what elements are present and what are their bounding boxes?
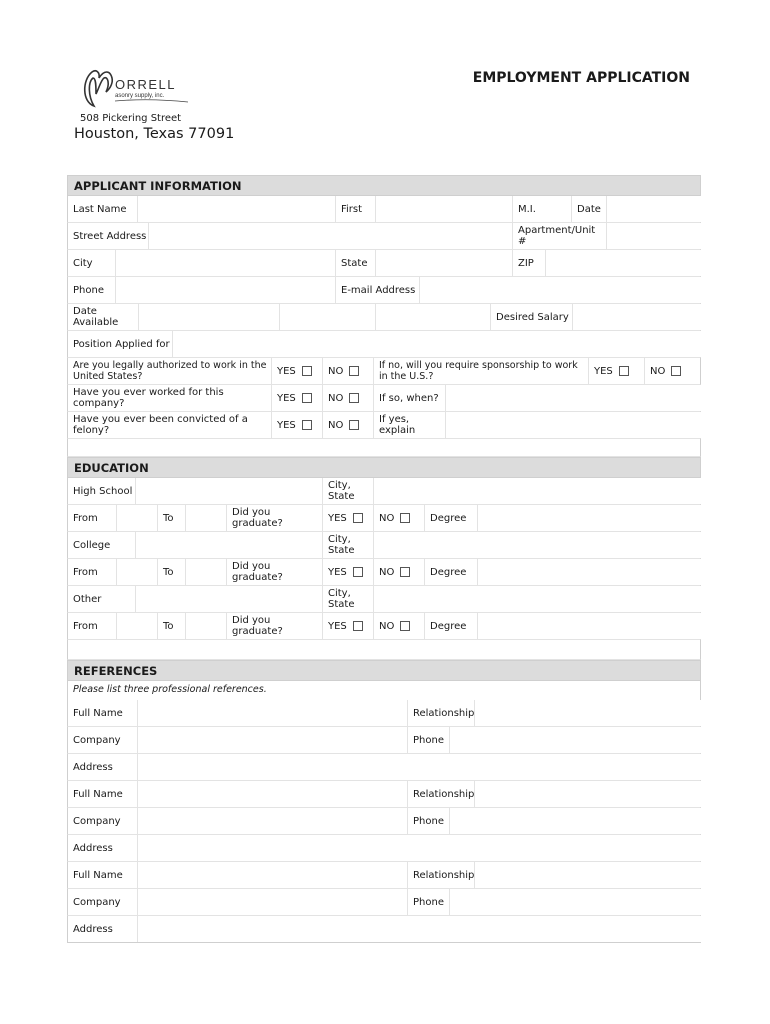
to-label: To — [157, 613, 185, 639]
date-field[interactable] — [606, 196, 701, 222]
explain-label: If yes, explain — [373, 412, 445, 438]
phone-label: Phone — [407, 727, 449, 753]
graduate-label: Did you graduate? — [226, 613, 322, 639]
high-school-label: High School — [73, 485, 133, 497]
form-row — [67, 916, 701, 943]
yes-label: YES — [277, 419, 296, 431]
ref1-full-name-field[interactable] — [137, 700, 407, 726]
references-note-row — [67, 681, 701, 700]
zip-field[interactable] — [545, 250, 701, 276]
worked-yes-option[interactable] — [271, 385, 322, 411]
company-label: Company — [73, 734, 121, 746]
relationship-label: Relationship — [407, 862, 474, 888]
no-label: NO — [379, 566, 395, 578]
degree-field[interactable] — [477, 613, 701, 639]
form-row — [67, 613, 701, 640]
yes-label: YES — [328, 512, 347, 524]
ref1-relationship-field[interactable] — [474, 700, 701, 726]
degree-field[interactable] — [477, 505, 701, 531]
desired-salary-field[interactable] — [572, 304, 701, 330]
graduate-no-checkbox[interactable] — [400, 513, 410, 523]
form-row — [67, 727, 701, 754]
graduate-yes-option[interactable] — [322, 613, 373, 639]
ref2-full-name-field[interactable] — [137, 781, 407, 807]
other-to-field[interactable] — [185, 613, 226, 639]
references-note: Please list three professional references. — [73, 684, 267, 695]
city-state-label: City, State — [322, 478, 373, 504]
from-label: From — [73, 566, 98, 578]
state-label: State — [335, 250, 375, 276]
no-label: NO — [328, 419, 344, 431]
phone-field[interactable] — [115, 277, 335, 303]
city-state-label: City, State — [322, 532, 373, 558]
felony-yes-option[interactable] — [271, 412, 322, 438]
form-row — [67, 331, 701, 358]
form-row — [67, 889, 701, 916]
degree-label: Degree — [424, 559, 477, 585]
college-label: College — [73, 539, 111, 551]
form-row — [67, 505, 701, 532]
form-row — [67, 250, 701, 277]
applicant-section-heading: APPLICANT INFORMATION — [67, 175, 701, 196]
felony-yes-checkbox[interactable] — [302, 420, 312, 430]
ref3-phone-field[interactable] — [449, 889, 701, 915]
sponsorship-question: If no, will you require sponsorship to work in the U.S.? — [373, 358, 588, 384]
position-label: Position Applied for — [73, 338, 170, 350]
email-label: E-mail Address — [335, 277, 419, 303]
ref3-full-name-field[interactable] — [137, 862, 407, 888]
last-name-field[interactable] — [137, 196, 335, 222]
sponsorship-no-option[interactable] — [644, 358, 701, 384]
form-row — [67, 277, 701, 304]
no-label: NO — [650, 365, 666, 377]
last-name-label: Last Name — [73, 203, 127, 215]
worked-no-option[interactable] — [322, 385, 373, 411]
degree-field[interactable] — [477, 559, 701, 585]
other-city-field[interactable] — [373, 586, 701, 612]
address-label: Address — [73, 923, 113, 935]
from-label: From — [73, 620, 98, 632]
city-label: City — [73, 257, 93, 269]
graduate-yes-checkbox[interactable] — [353, 621, 363, 631]
ref2-address-field[interactable] — [137, 835, 701, 861]
ref1-phone-field[interactable] — [449, 727, 701, 753]
authorized-yes-checkbox[interactable] — [302, 366, 312, 376]
city-field[interactable] — [115, 250, 335, 276]
form-row — [67, 781, 701, 808]
authorized-question: Are you legally authorized to work in the United States? — [73, 360, 267, 382]
document-title: EMPLOYMENT APPLICATION — [472, 70, 690, 86]
explain-field[interactable] — [445, 412, 701, 438]
college-field[interactable] — [135, 532, 322, 558]
date-available-label: Date Available — [73, 306, 119, 328]
date-label: Date — [571, 196, 606, 222]
authorized-no-checkbox[interactable] — [349, 366, 359, 376]
graduate-yes-checkbox[interactable] — [353, 513, 363, 523]
spacer-row — [67, 640, 701, 660]
no-label: NO — [328, 392, 344, 404]
form-row — [67, 700, 701, 727]
yes-label: YES — [277, 392, 296, 404]
felony-question: Have you ever been convicted of a felony? — [73, 414, 248, 436]
company-label: Company — [73, 896, 121, 908]
college-to-field[interactable] — [185, 559, 226, 585]
worked-no-checkbox[interactable] — [349, 393, 359, 403]
other-field[interactable] — [135, 586, 322, 612]
ref3-relationship-field[interactable] — [474, 862, 701, 888]
when-label: If so, when? — [373, 385, 445, 411]
mi-label: M.I. — [512, 196, 571, 222]
zip-label: ZIP — [512, 250, 545, 276]
form-row — [67, 862, 701, 889]
desired-salary-label: Desired Salary — [490, 304, 572, 330]
city-state-label: City, State — [322, 586, 373, 612]
education-section-heading: EDUCATION — [67, 457, 701, 478]
college-from-field[interactable] — [116, 559, 157, 585]
yes-label: YES — [594, 365, 613, 377]
first-name-label: First — [335, 196, 375, 222]
date-available-field[interactable] — [138, 304, 279, 330]
company-logo — [80, 66, 192, 110]
form-row — [67, 808, 701, 835]
other-label: Other — [73, 593, 102, 605]
ref1-company-field[interactable] — [137, 727, 407, 753]
other-from-field[interactable] — [116, 613, 157, 639]
ref2-phone-field[interactable] — [449, 808, 701, 834]
ref3-company-field[interactable] — [137, 889, 407, 915]
sponsorship-yes-checkbox[interactable] — [619, 366, 629, 376]
logo-tagline: asonry supply, inc. — [115, 93, 165, 99]
authorized-yes-option[interactable] — [271, 358, 322, 384]
full-name-label: Full Name — [73, 788, 123, 800]
street-address-field[interactable] — [148, 223, 512, 249]
graduate-no-checkbox[interactable] — [400, 567, 410, 577]
phone-label: Phone — [407, 808, 449, 834]
graduate-yes-option[interactable] — [322, 505, 373, 531]
no-label: NO — [379, 620, 395, 632]
form-row — [67, 586, 701, 613]
form-row — [67, 385, 701, 412]
logo-text: ORRELL — [115, 77, 177, 92]
form-row — [67, 754, 701, 781]
degree-label: Degree — [424, 613, 477, 639]
felony-no-checkbox[interactable] — [349, 420, 359, 430]
worked-question: Have you ever worked for this company? — [73, 387, 224, 409]
graduate-no-option[interactable] — [373, 613, 424, 639]
worked-yes-checkbox[interactable] — [302, 393, 312, 403]
yes-label: YES — [328, 620, 347, 632]
felony-no-option[interactable] — [322, 412, 373, 438]
spacer-row — [67, 439, 701, 457]
company-city: Houston, Texas 77091 — [74, 126, 235, 142]
form-row — [67, 478, 701, 505]
ref3-address-field[interactable] — [137, 916, 701, 942]
high-school-field[interactable] — [135, 478, 322, 504]
form-row — [67, 559, 701, 586]
relationship-label: Relationship — [407, 781, 474, 807]
phone-label: Phone — [407, 889, 449, 915]
degree-label: Degree — [424, 505, 477, 531]
from-label: From — [73, 512, 98, 524]
apartment-field[interactable] — [606, 223, 701, 249]
graduate-label: Did you graduate? — [226, 505, 322, 531]
ref2-company-field[interactable] — [137, 808, 407, 834]
form-row — [67, 196, 701, 223]
form-row — [67, 223, 701, 250]
references-section-heading: REFERENCES — [67, 660, 701, 681]
position-field[interactable] — [172, 331, 701, 357]
email-field[interactable] — [419, 277, 701, 303]
phone-label: Phone — [73, 284, 104, 296]
sponsorship-yes-option[interactable] — [588, 358, 644, 384]
authorized-no-option[interactable] — [322, 358, 373, 384]
to-label: To — [157, 559, 185, 585]
college-city-field[interactable] — [373, 532, 701, 558]
no-label: NO — [328, 365, 344, 377]
form-row — [67, 358, 701, 385]
date-available-extra-field[interactable] — [279, 304, 375, 330]
full-name-label: Full Name — [73, 707, 123, 719]
yes-label: YES — [277, 365, 296, 377]
high-school-to-field[interactable] — [185, 505, 226, 531]
company-label: Company — [73, 815, 121, 827]
graduate-no-option[interactable] — [373, 505, 424, 531]
company-street: 508 Pickering Street — [80, 113, 182, 124]
when-field[interactable] — [445, 385, 701, 411]
to-label: To — [157, 505, 185, 531]
street-address-label: Street Address — [73, 230, 147, 242]
graduate-no-option[interactable] — [373, 559, 424, 585]
relationship-label: Relationship — [407, 700, 474, 726]
address-label: Address — [73, 761, 113, 773]
blank-field[interactable] — [375, 304, 490, 330]
high-school-city-field[interactable] — [373, 478, 701, 504]
ref2-relationship-field[interactable] — [474, 781, 701, 807]
form-row — [67, 304, 701, 331]
high-school-from-field[interactable] — [116, 505, 157, 531]
address-label: Address — [73, 842, 113, 854]
first-name-field[interactable] — [375, 196, 512, 222]
form-row — [67, 412, 701, 439]
graduate-yes-checkbox[interactable] — [353, 567, 363, 577]
no-label: NO — [379, 512, 395, 524]
ref1-address-field[interactable] — [137, 754, 701, 780]
form-row — [67, 532, 701, 559]
sponsorship-no-checkbox[interactable] — [671, 366, 681, 376]
state-field[interactable] — [375, 250, 512, 276]
form-row — [67, 835, 701, 862]
apartment-label: Apartment/Unit # — [512, 223, 606, 249]
yes-label: YES — [328, 566, 347, 578]
graduate-yes-option[interactable] — [322, 559, 373, 585]
graduate-no-checkbox[interactable] — [400, 621, 410, 631]
full-name-label: Full Name — [73, 869, 123, 881]
graduate-label: Did you graduate? — [226, 559, 322, 585]
